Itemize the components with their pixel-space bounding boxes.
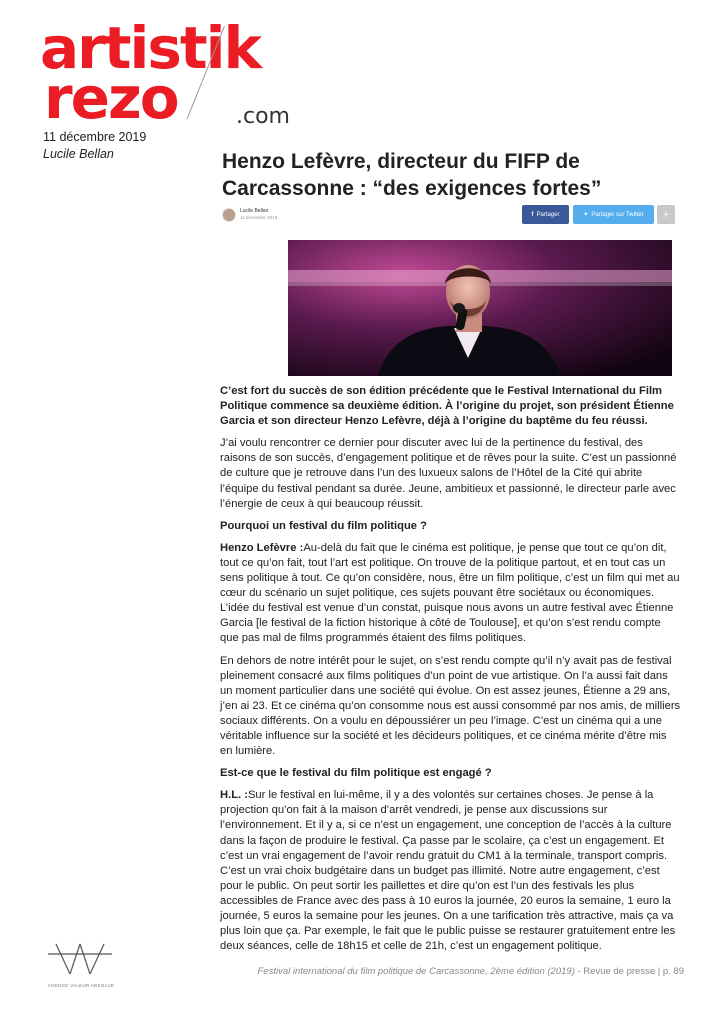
interview-answer-continued: En dehors de notre intérêt pour le sujet, on s’est rendu compte qu’il n’y avait pas de festival pleinement consacré aux films politiques d’un point de vue artistique. On l’a aussi fait dans un moment particulier dans une société qui évolue. On est assez jeunes, Étienne a 29 ans, j’en ai 23. Et ce cinéma qu’on consomme nous est aussi consommé par nos amis, de milliers sociaux différents. On a voulu en dépoussiérer un peu l’image. C’est un cinéma qui a une véritable influence sur la société et les décideurs politiques, et ce cinéma mérite d’être mis en lumière.	[220, 654, 681, 758]
twitter-bird-icon: ✦	[583, 212, 589, 218]
article-intro: J’ai voulu rencontrer ce dernier pour discuter avec lui de la pertinence du festival, des raisons de son succès, d’engagement politique et de rêves pour la suite. C’est un passionné de culture que je retrouve dans l’un des luxueux salons de l’Hôtel de la Cité qui abrite l’équipe du festival pendant sa durée. Jeune, ambitieux et passionné, le directeur parle avec l’énergie de ceux à qui beaucoup réussit.	[220, 437, 677, 510]
article-photo	[288, 240, 672, 376]
byline-author-name[interactable]: Lucile Bellan	[240, 208, 269, 214]
logo-wordmark-top: artistik	[40, 14, 261, 82]
speaker-label: H.L. :	[220, 789, 248, 802]
facebook-icon: f	[531, 211, 534, 218]
logo-wordmark-bottom: rezo	[44, 64, 178, 132]
article-lead: C’est fort du succès de son édition précédente que le Festival International du Film Politique commence sa deuxième édition. À l’origine du projet, son président Étienne Garcia et son directeur Henzo Lefèvre, déjà à l’origine du baptême du feu réussi.	[220, 385, 674, 428]
byline-date: 11 décembre 2019	[240, 215, 278, 220]
publication-date: 11 décembre 2019	[43, 130, 147, 144]
article-title: Henzo Lefèvre, directeur du FIFP de Carcassonne : “des exigences fortes”	[222, 150, 602, 200]
article-author: Lucile Bellan	[43, 147, 114, 161]
share-twitter-button[interactable]	[573, 205, 654, 224]
interview-answer	[220, 788, 682, 954]
interview-question: Pourquoi un festival du film politique ?	[220, 519, 427, 532]
agency-logo-caption: AGENCE VALEUR ABSOLUE	[47, 983, 115, 988]
press-review-footer	[257, 966, 684, 977]
author-avatar	[222, 208, 236, 222]
press-review-page: - Revue de presse | p. 89	[574, 966, 684, 977]
interview-question: Est-ce que le festival du film politique est engagé ?	[220, 767, 492, 780]
article-body	[220, 384, 682, 961]
answer-text: Sur le festival en lui-même, il y a des volontés sur certaines choses. Je pense à la projection qu’on fait à la maison d’arrêt vendredi, je pense aux discussions sur l’environnement. Et il y a, si ce n’est un engagement, une conception de l’accès à la culture dans la façon de produire le festival. Ça passe par le scolaire, ça c’est un engagement. Et c’est un vrai engagement de l’avoir rendu gratuit du CM1 à la terminale, transport compris. C’est un vrai choix budgétaire dans un budget pas illimité. Notre autre engagement, c’est pour le public. On peut sortir les paillettes et dire qu’on est l’un des festivals les plus accessibles de France avec des pass à 10 euros la journée, 20 euros la semaine, 1 euro la journée, 5 euros la semaine pour les jeunes. On a une tarification très attractive, mais ça va plus loin que ça. Par exemple, le fait que le public puisse se restaurer gratuitement entre les deux séances, celle de 18h15 et celle de 21h, c’est un engagement politique.	[220, 789, 676, 953]
press-review-title: Festival international du film politique de Carcassonne, 2ème édition (2019)	[257, 966, 575, 977]
logo-domain-suffix: .com	[236, 104, 290, 129]
site-logo[interactable]	[40, 14, 310, 132]
share-more-button[interactable]: +	[657, 205, 675, 224]
speaker-label: Henzo Lefèvre :	[220, 541, 304, 554]
share-twitter-label: Partager sur Twitter	[591, 211, 644, 218]
share-facebook-button[interactable]	[522, 205, 569, 224]
share-facebook-label: Partager	[536, 211, 560, 218]
interview-answer	[220, 541, 682, 647]
answer-text: Au-delà du fait que le cinéma est politique, je pense que tout ce qu’on dit, tout ce qu’on fait, tout l’art est politique. On trouve de la politique partout, et en tout cas un sens politique à tout. Ce qu’on considère, nous, être un film politique, c’est un film qui met au cœur du scénario un sujet politique, ces sujets pouvant être sociétaux ou économiques. L’idée du festival est venue d’un constat, puisque nous avons un autre festival avec Étienne Garcia [le festival de la fiction historique à côté de Toulouse], et qu’on s’est rendu compte que pas mal de films programmés étaient des films politiques.	[220, 541, 680, 645]
